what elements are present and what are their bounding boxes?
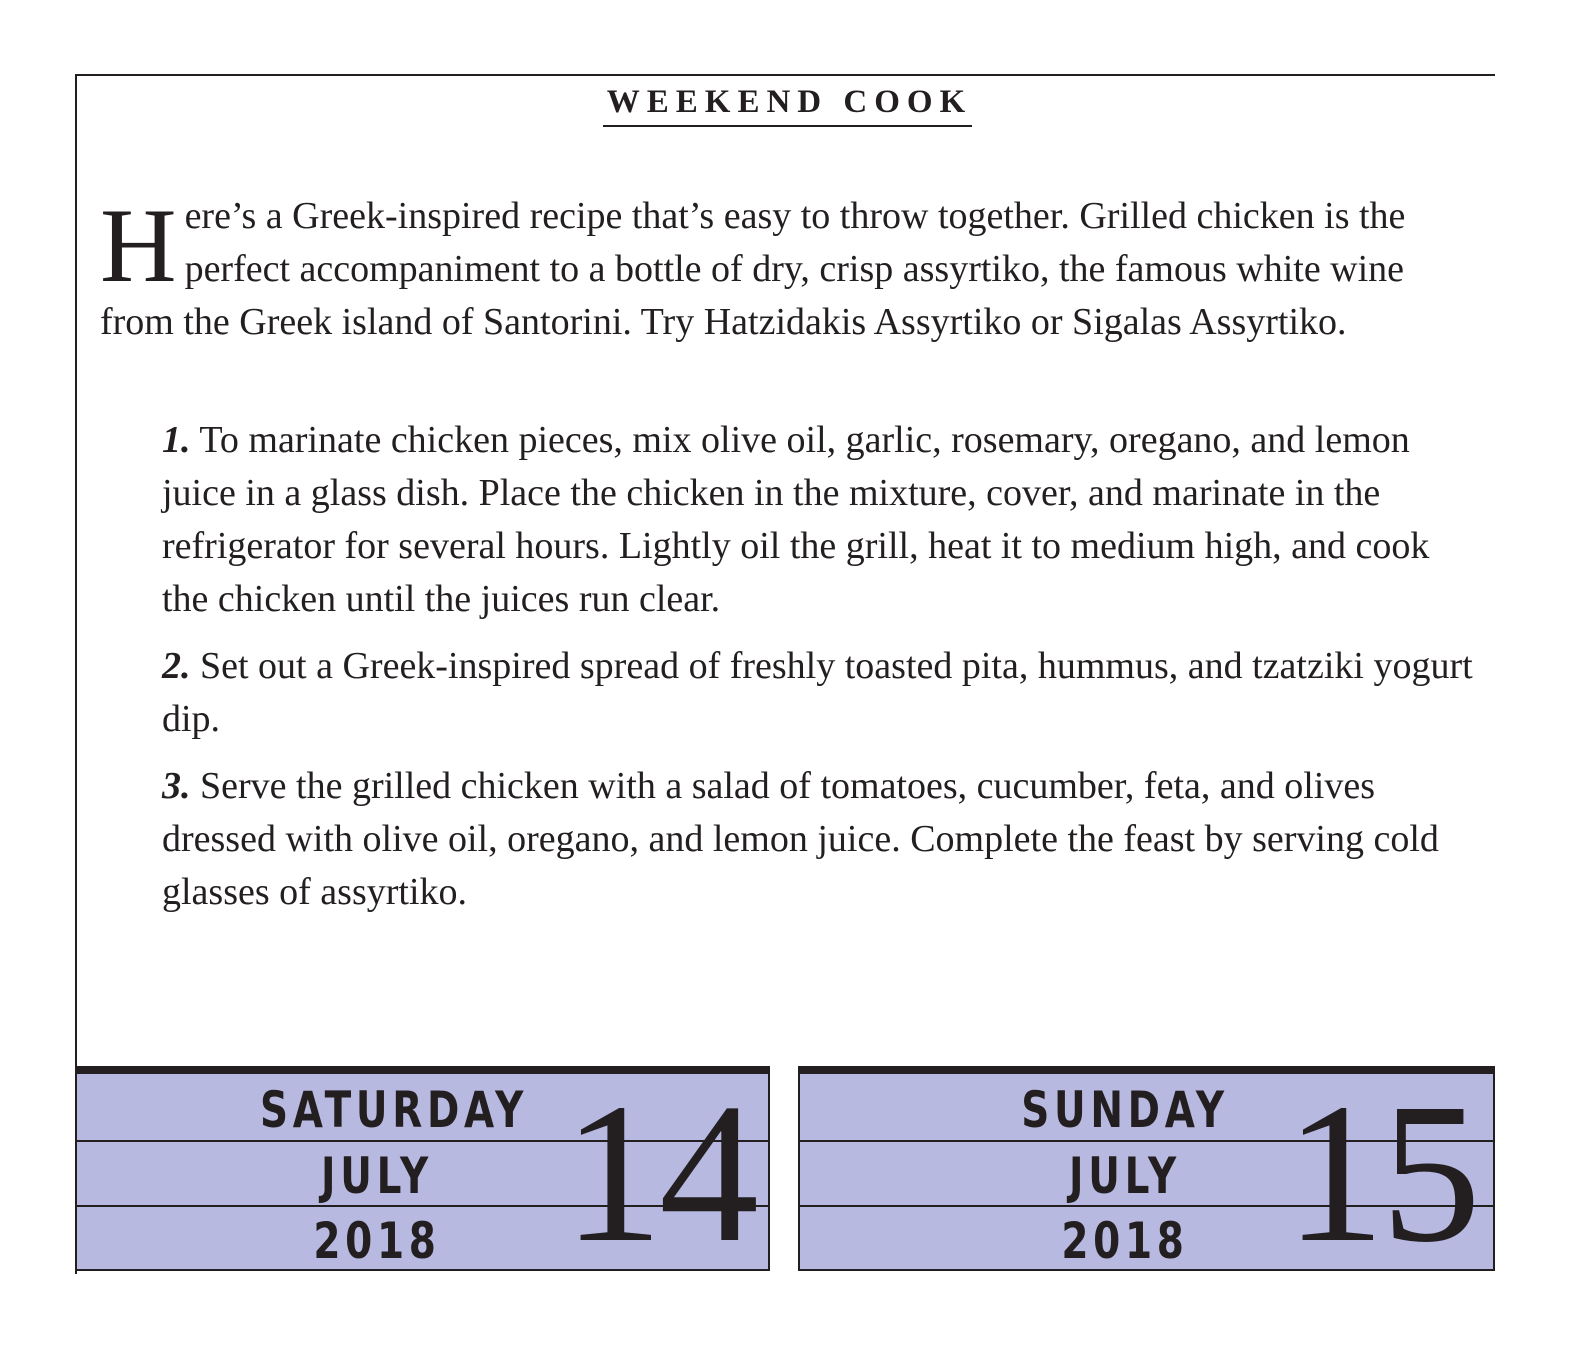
drop-cap: H	[100, 187, 177, 304]
section-title	[0, 84, 1575, 127]
date-panel-saturday	[75, 1066, 770, 1271]
date-panel-sunday	[798, 1066, 1495, 1271]
weekday-label: SATURDAY	[260, 1081, 529, 1139]
step-number: 1.	[162, 419, 191, 461]
intro-paragraph	[100, 187, 1480, 349]
section-title-text: WEEKEND COOK	[603, 84, 972, 127]
year-label: 2018	[1061, 1212, 1189, 1270]
day-number: 14	[563, 1066, 755, 1271]
step-number: 3.	[162, 765, 191, 807]
step-text: Serve the grilled chicken with a salad of tomatoes, cucumber, feta, and olives dressed with olive oil, oregano, and lemon juice. Complete the feast by serving cold glasses of assyrtiko.	[162, 765, 1439, 913]
intro-text: ere’s a Greek-inspired recipe that’s easy to throw together. Grilled chicken is the perfect accompaniment to a bottle of dry, crisp assyrtiko, the famous white wine from the Greek island of Santorini. Try Hatzidakis Assyrtiko or Sigalas Assyrtiko.	[100, 195, 1406, 343]
day-number: 15	[1285, 1066, 1477, 1271]
weekday-label: SUNDAY	[1021, 1081, 1229, 1139]
month-label: JULY	[321, 1147, 433, 1205]
recipe-step	[162, 414, 1482, 626]
recipe-step	[162, 640, 1482, 746]
recipe-steps	[162, 414, 1482, 933]
step-text: To marinate chicken pieces, mix olive oil, garlic, rosemary, oregano, and lemon juice in a glass dish. Place the chicken in the mixture, cover, and marinate in the refrigerator for several hours. Lightly oil the grill, heat it to medium high, and cook the chicken until the juices run clear.	[162, 419, 1430, 620]
recipe-step	[162, 760, 1482, 919]
step-number: 2.	[162, 645, 191, 687]
year-label: 2018	[313, 1212, 441, 1270]
month-label: JULY	[1069, 1147, 1181, 1205]
step-text: Set out a Greek-inspired spread of freshly toasted pita, hummus, and tzatziki yogurt dip.	[162, 645, 1473, 740]
